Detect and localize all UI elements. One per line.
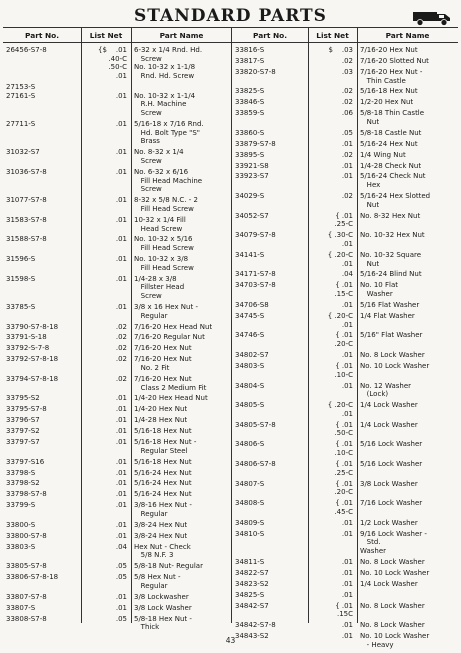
part-name: 5/16-18 Hex Nut xyxy=(134,427,192,436)
list-net-price: .01 xyxy=(115,196,127,205)
part-name: 5/16-18 Hex Nut xyxy=(360,87,418,96)
header-list-net: List Net xyxy=(89,31,123,40)
part-name: 7/16-20 Hex Nut xyxy=(134,344,192,353)
part-name: 1/4-20 Hex Nut xyxy=(134,405,188,414)
part-number: 33800-S7-8 xyxy=(6,531,47,540)
part-name: 9/16 Lock Washer - Std. Washer xyxy=(360,529,427,555)
part-name: No. 10 Lock Washer - Heavy xyxy=(360,632,430,649)
part-name: No. 10-32 Hex Nut xyxy=(360,231,425,240)
part-number: 33797-S16 xyxy=(6,457,45,466)
part-name: 5/8-18 Castle Nut xyxy=(360,128,422,137)
part-name: 1/4-28 Hex Nut xyxy=(134,416,188,425)
part-name: No. 10-32 Square Nut xyxy=(360,250,422,268)
list-net-price: .01 xyxy=(115,592,127,601)
part-name: 3/8-16 Hex Nut - Regular xyxy=(134,501,192,518)
part-name: Hex Nut - Check 5/8 N.F. 3 xyxy=(134,542,191,560)
list-net-price: .01 xyxy=(341,139,353,148)
part-number: 33795-S2 xyxy=(6,394,40,403)
part-number: 34810-S xyxy=(235,529,265,538)
part-name: No. 12 Washer (Lock) xyxy=(360,381,412,399)
list-net-price: .04 xyxy=(341,270,353,279)
part-number: 33860-S xyxy=(235,128,265,137)
list-net-price: .05 xyxy=(341,128,353,137)
part-name: 7/16 Lock Washer xyxy=(360,499,423,508)
list-net-price: .02 xyxy=(115,344,127,353)
right-column xyxy=(232,28,458,649)
right-rows xyxy=(232,44,458,649)
table-header xyxy=(3,28,231,43)
part-number: 33799-S xyxy=(6,501,36,510)
list-net-price: { .20-C .01 xyxy=(327,401,353,418)
part-name: No. 8 Lock Washer xyxy=(360,351,425,359)
part-name: 5/16-18 Hex Nut xyxy=(134,457,192,466)
list-net-price: .01 xyxy=(115,457,127,466)
part-number: 33800-S xyxy=(6,520,36,529)
part-name: 5/16-24 Hex Nut xyxy=(134,468,192,477)
header-part-name: Part Name xyxy=(159,31,204,40)
part-name: 1/4-28 x 3/8 Fillster Head Screw xyxy=(134,274,185,300)
part-number: 33923-S7 xyxy=(235,172,269,181)
list-net-price: .01 xyxy=(115,531,127,540)
part-name: 1/2-20 Hex Nut xyxy=(360,98,414,107)
part-number: 31032-S7 xyxy=(6,148,40,157)
part-number: 27153-S xyxy=(6,83,36,91)
header-part-no: Part No. xyxy=(252,31,288,40)
part-number: 34822-S7 xyxy=(235,568,269,577)
part-number: 34802-S7 xyxy=(235,351,269,359)
list-net-price: .02 xyxy=(341,192,353,200)
part-name: 5/16-24 Hex Slotted Nut xyxy=(360,192,431,209)
part-name: 5/16-18 x 7/16 Rnd. Hd. Bolt Type "S" Brass xyxy=(134,120,204,146)
list-net-price: .01 xyxy=(115,490,127,499)
list-net-price: .01 xyxy=(115,148,127,157)
part-number: 33792-S-7-8 xyxy=(6,344,50,353)
part-number: 34706-S8 xyxy=(235,300,269,309)
list-net-price: .02 xyxy=(115,333,127,342)
part-number: 34842-S7-8 xyxy=(235,621,276,630)
part-number: 33921-S8 xyxy=(235,161,269,170)
list-net-price: { .01 .25-C xyxy=(334,459,353,477)
list-net-price: .01 xyxy=(341,621,353,630)
part-number: 34703-S7-8 xyxy=(235,281,276,290)
part-number: 34746-S xyxy=(235,331,265,340)
header-part-no: Part No. xyxy=(24,31,60,40)
part-number: 34029-S xyxy=(235,192,265,200)
part-name: 5/16 Flat Washer xyxy=(360,300,420,309)
part-number: 34052-S7 xyxy=(235,211,269,220)
part-number: 34842-S7 xyxy=(235,601,269,610)
part-number: 33792-S7-8-18 xyxy=(6,355,59,364)
list-net-price: .03 xyxy=(341,67,353,76)
list-net-price: .02 xyxy=(341,56,353,65)
list-net-price: .01 xyxy=(115,438,127,446)
part-name: 7/16-20 Slotted Nut xyxy=(360,56,429,65)
part-number: 34807-S xyxy=(235,479,265,488)
list-net-price: { .01 .45-C xyxy=(334,499,353,516)
part-name: 5/16-18 Hex Nut - Regular Steel xyxy=(134,438,197,455)
list-net-price: { .01 .10-C xyxy=(334,361,353,379)
list-net-price: .02 xyxy=(115,355,127,364)
list-net-price: .01 xyxy=(115,394,127,403)
part-number: 34825-S xyxy=(235,590,265,599)
list-net-price: .01 xyxy=(341,632,353,640)
part-name: 1/4 Lock Washer xyxy=(360,420,418,429)
list-net-price: .02 xyxy=(341,98,353,107)
list-net-price: .04 xyxy=(115,542,127,551)
part-number: 33794-S7-8-18 xyxy=(6,374,59,383)
part-number: 33846-S xyxy=(235,98,265,107)
part-number: 34809-S xyxy=(235,518,265,527)
page-header xyxy=(0,6,461,28)
list-net-price: .01 xyxy=(115,255,127,263)
part-number: 31077-S7-8 xyxy=(6,196,47,205)
part-number: 34806-S xyxy=(235,440,265,449)
part-name: 10-32 x 1/4 Fill Head Screw xyxy=(134,215,186,233)
list-net-price: .01 xyxy=(115,215,127,224)
part-number: 34823-S2 xyxy=(235,579,269,588)
part-number: 33798-S xyxy=(6,468,36,477)
part-number: 34079-S7-8 xyxy=(235,231,276,240)
part-number: 33807-S xyxy=(6,603,36,612)
part-name: 5/8-18 Hex Nut - Thick xyxy=(134,614,192,632)
list-net-price: .01 xyxy=(115,520,127,529)
list-net-price: .02 xyxy=(341,150,353,159)
part-number: 34811-S xyxy=(235,557,265,566)
list-net-price: { .20-C .01 xyxy=(327,311,353,329)
list-net-price: .01 xyxy=(115,501,127,510)
part-number: 34806-S7-8 xyxy=(235,459,276,468)
part-name: 5/16 Lock Washer xyxy=(360,459,423,468)
part-name: 5/16" Flat Washer xyxy=(360,331,423,340)
list-net-price: { .01 .25-C xyxy=(334,211,353,229)
part-number: 33895-S xyxy=(235,150,265,159)
part-name: 7/16-20 Regular Nut xyxy=(134,333,205,342)
part-name: 7/16-20 Hex Nut No. 2 Fit xyxy=(134,355,192,372)
part-name: 5/16 Lock Washer xyxy=(360,440,423,449)
part-name: 1/4 Lock Washer xyxy=(360,401,418,410)
part-name: 1/4-28 Check Nut xyxy=(360,161,422,170)
list-net-price: .01 xyxy=(115,274,127,283)
header-part-name: Part Name xyxy=(385,31,430,40)
part-name: 5/16-24 Check Nut Hex xyxy=(360,172,426,190)
part-name: 1/4-20 Hex Head Nut xyxy=(134,394,208,403)
part-number: 31598-S xyxy=(6,274,36,283)
list-net-price: .06 xyxy=(341,109,353,118)
list-net-price: .01 xyxy=(341,568,353,577)
part-name: 5/8-18 Nut- Regular xyxy=(134,562,203,571)
part-number: 33817-S xyxy=(235,56,265,65)
list-net-price: .05 xyxy=(115,562,127,571)
part-name: 7/16-20 Hex Nut xyxy=(360,46,418,54)
part-number: 34804-S xyxy=(235,381,265,390)
list-net-price: .01 xyxy=(341,590,353,599)
part-number: 33791-S-18 xyxy=(6,333,47,342)
list-net-price: .01 xyxy=(115,167,127,176)
part-number: 33805-S7-8 xyxy=(6,562,47,571)
page-title: STANDARD PARTS xyxy=(134,6,327,26)
part-number: 34808-S xyxy=(235,499,265,508)
part-number: 33820-S7-8 xyxy=(235,67,276,76)
part-number: 31583-S7-8 xyxy=(6,215,47,224)
part-number: 31588-S7-8 xyxy=(6,235,47,244)
list-net-price: .02 xyxy=(115,374,127,383)
part-name: 7/16-20 Hex Head Nut xyxy=(134,322,213,331)
part-number: 33879-S7-8 xyxy=(235,139,276,148)
part-name: 5/16-24 Blind Nut xyxy=(360,270,422,279)
part-number: 26456-S7-8 xyxy=(6,46,47,54)
part-number: 33796-S7 xyxy=(6,416,40,425)
part-name: 7/16-20 Hex Nut - Thin Castle xyxy=(360,67,423,85)
part-name: 5/16-24 Hex Nut xyxy=(360,139,418,148)
part-number: 33785-S xyxy=(6,302,36,311)
part-number: 33790-S7-8-18 xyxy=(6,322,59,331)
list-net-price: { .30-C .01 xyxy=(327,231,353,248)
list-net-price: .01 xyxy=(341,381,353,390)
part-number: 33816-S xyxy=(235,46,265,54)
left-column xyxy=(3,28,232,632)
part-number: 33797-S7 xyxy=(6,438,40,446)
list-net-price: .01 xyxy=(115,235,127,244)
part-number: 34141-S xyxy=(235,250,265,259)
part-name: 5/8 Hex Nut - Regular xyxy=(134,573,181,590)
list-net-price: $ .03 xyxy=(328,46,353,54)
list-net-price: .02 xyxy=(341,87,353,96)
part-number: 33795-S7-8 xyxy=(6,405,47,414)
part-number: 33859-S xyxy=(235,109,265,118)
part-name: No. 10-32 x 1-1/4 R.H. Machine Screw xyxy=(134,91,196,118)
part-name: 8-32 x 5/8 N.C. - 2 Fill Head Screw xyxy=(134,196,198,213)
list-net-price: .05 xyxy=(115,614,127,623)
part-name: No. 10 Flat Washer xyxy=(360,281,398,298)
part-name: No. 8 Lock Washer xyxy=(360,601,425,610)
list-net-price: .01 xyxy=(341,529,353,538)
part-name: No. 8-32 Hex Nut xyxy=(360,211,421,220)
part-number: 33806-S7-8-18 xyxy=(6,573,59,582)
part-name: 3/8-24 Hex Nut xyxy=(134,531,188,540)
part-number: 34171-S7-8 xyxy=(235,270,276,279)
list-net-price: .01 xyxy=(341,300,353,309)
part-name: 5/16-24 Hex Nut xyxy=(134,479,192,488)
part-number: 33825-S xyxy=(235,87,265,96)
part-number: 34805-S xyxy=(235,401,265,410)
part-name: 3/8 Lock Washer xyxy=(134,603,192,612)
part-number: 34843-S2 xyxy=(235,632,269,640)
part-number: 27161-S xyxy=(6,91,36,100)
part-name: 5/16-24 Hex Nut xyxy=(134,490,192,499)
part-number: 31596-S xyxy=(6,255,36,263)
part-name: No. 10 Lock Washer xyxy=(360,568,430,577)
list-net-price: .01 xyxy=(341,518,353,527)
part-name: No. 10-32 x 5/16 Fill Head Screw xyxy=(134,235,194,253)
part-name: 1/4 Wing Nut xyxy=(360,150,406,159)
part-name: No. 10 Lock Washer xyxy=(360,361,430,370)
part-name: No. 10-32 x 3/8 Fill Head Screw xyxy=(134,255,194,272)
part-number: 33798-S7-8 xyxy=(6,490,47,499)
header-list-net: List Net xyxy=(316,31,349,40)
part-name: 3/8 Lock Washer xyxy=(360,479,418,488)
part-name: 3/8 x 16 Hex Nut - Regular xyxy=(134,302,198,320)
list-net-price: .01 xyxy=(341,172,353,181)
part-number: 33808-S7-8 xyxy=(6,614,47,623)
list-net-price: .05 xyxy=(115,573,127,582)
table-header xyxy=(232,28,458,43)
part-number: 34803-S xyxy=(235,361,265,370)
part-number: 31036-S7-8 xyxy=(6,167,47,176)
list-net-price: .01 xyxy=(115,427,127,436)
part-name: 3/8 Lockwasher xyxy=(134,592,189,601)
part-name: 1/4 Flat Washer xyxy=(360,311,415,320)
part-number: 33797-S2 xyxy=(6,427,40,436)
part-number: 34805-S7-8 xyxy=(235,420,276,429)
part-name: 7/16-20 Hex Nut Class 2 Medium Fit xyxy=(134,374,207,392)
list-net-price: .01 xyxy=(115,479,127,488)
list-net-price: .01 xyxy=(341,557,353,566)
list-net-price: { .01 .15C xyxy=(335,601,353,619)
part-number: 27711-S xyxy=(6,120,36,128)
part-number: 33807-S7-8 xyxy=(6,592,47,601)
list-net-price: { .01 .50-C xyxy=(334,420,353,438)
list-net-price: { .01 .10-C xyxy=(334,440,353,457)
part-name: 6-32 x 1/4 Rnd. Hd. Screw No. 10-32 x 1-1/8 Rnd. Hd. Screw xyxy=(134,46,203,81)
part-name: 1/2 Lock Washer xyxy=(360,518,418,527)
list-net-price: .02 xyxy=(115,322,127,331)
list-net-price: .01 xyxy=(115,405,127,414)
list-net-price: .01 xyxy=(115,120,127,128)
list-net-price: .01 xyxy=(341,579,353,588)
part-number: 33798-S2 xyxy=(6,479,40,488)
list-net-price: { .01 .15-C xyxy=(334,281,353,298)
part-name: 3/8-24 Hex Nut xyxy=(134,520,188,529)
part-name: 5/8-18 Thin Castle Nut xyxy=(360,109,425,126)
part-name: No. 8-32 x 1/4 Screw xyxy=(134,148,184,165)
part-number: 33803-S xyxy=(6,542,36,551)
part-number: 34745-S xyxy=(235,311,265,320)
list-net-price: .01 xyxy=(115,302,127,311)
parts-table xyxy=(3,27,458,649)
part-name: 1/4 Lock Washer xyxy=(360,579,418,588)
list-net-price: .01 xyxy=(115,416,127,425)
part-name: No. 8 Lock Washer xyxy=(360,621,425,630)
list-net-price: { .01 .20-C xyxy=(334,331,353,349)
list-net-price: { .20-C .01 xyxy=(327,250,353,268)
list-net-price: .01 xyxy=(115,468,127,477)
list-net-price: .01 xyxy=(341,351,353,359)
left-rows xyxy=(3,44,231,632)
part-name: No. 8 Lock Washer xyxy=(360,557,425,566)
list-net-price: .01 xyxy=(115,91,127,100)
list-net-price: .01 xyxy=(341,161,353,170)
list-net-price: { .01 .20-C xyxy=(334,479,353,497)
part-name: No. 6-32 x 6/16 Fill Head Machine Screw xyxy=(134,167,203,194)
list-net-price: {$ .01 .40-C .50-C .01 xyxy=(98,46,127,81)
list-net-price: .01 xyxy=(115,603,127,612)
truck-icon xyxy=(411,7,453,27)
page-number: 43 xyxy=(225,636,236,645)
